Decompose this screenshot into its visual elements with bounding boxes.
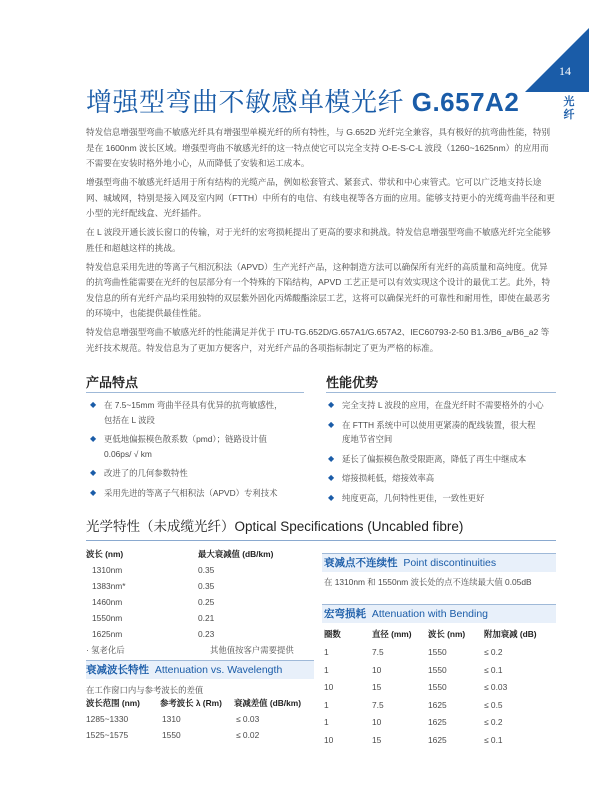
intro-paragraph: 增强型弯曲不敏感光纤适用于所有结构的光缆产品，例如松套管式、紧套式、带状和中心束管式。它可以广泛地支持长途网、城域网，特别是接入网及室内网（FTTH）中所有的电信、有线电视等各方面的应用。能够支持更小的光缆弯曲半径和更小型的光纤配线盒、光纤插件。 — [86, 177, 555, 218]
intro-text — [86, 125, 556, 360]
table-row: 1460nm 0.25 — [92, 597, 215, 607]
table-row: 1625nm 0.23 — [92, 629, 215, 639]
bending-table — [324, 626, 556, 749]
bending-heading: 宏弯损耗 Attenuation with Bending — [324, 608, 489, 620]
diamond-icon: ◆ — [328, 419, 335, 429]
features-divider — [86, 392, 304, 393]
diamond-icon: ◆ — [328, 473, 335, 482]
intro-paragraph: 特发信息增强型弯曲不敏感光纤的性能满足并优于 ITU-TG.652D/G.657A1/G.657A2、IEC60793-2-50 B1.3/B6_a/B6_a2 等光纤技术规范。特发信息为了更加方便客户，对光纤产品的各项指标制定了更为严格的标准。 — [86, 327, 550, 353]
optical-title: 光学特性（未成缆光纤）Optical Specifications (Uncabled fibre) — [86, 519, 464, 534]
table-row: 1310nm 0.35 — [92, 565, 215, 575]
table-row: 1 7.5 1550 ≤ 0.2 — [324, 647, 503, 657]
title-code: G.657A2 — [411, 87, 520, 117]
intro-paragraph: 特发信息增强型弯曲不敏感光纤具有增强型单模光纤的所有特性，与 G.652D 光纤完全兼容，具有极好的抗弯曲性能，特别是在 1600nm 波长区域。增强型弯曲不敏感光纤的这一特点使它可以完全支持 O-E-S-C-L 波段（1260~1625nm）的应用而不需要在安装时格外地小心，从而降低了安装和运工成本。 — [86, 127, 551, 168]
table-header: 波长范围 (nm) 参考波长 λ (Rm) 衰减差值 (dB/km) — [86, 698, 301, 708]
diamond-icon: ◆ — [328, 492, 335, 502]
advantages-list — [328, 398, 558, 505]
list-item: ◆ 改进了的几何参数特性 — [90, 466, 308, 481]
advantages-divider — [326, 392, 556, 393]
table-row: 1550nm 0.21 — [92, 613, 215, 623]
intro-paragraph: 特发信息采用先进的等离子气相沉积法（APVD）生产光纤产品，这种制造方法可以确保所有光纤的高质量和高纯度。优异的抗弯曲性能需要在光纤的包层部分有一个特殊的下陷结构，APVD 工艺正是可以有效实现这个设计的最优工艺。此外，特发信息的所有光纤产品均采用独特的双层紫外固化丙烯酸酯涂层工艺，这将可以确保光纤的可靠性和耐用性，即使在最恶劣的环境中，也能提供最佳性能。 — [86, 261, 551, 318]
table-row: 1525~1575 1550 ≤ 0.02 — [86, 730, 260, 740]
list-item: ◆ 延长了偏振模色散受限距离，降低了再生中继成本 — [328, 452, 558, 467]
list-item: ◆ 完全支持 L 波段的应用，在盘光纤时不需要格外的小心 — [328, 398, 558, 413]
table-header: 圈数 直径 (mm) 波长 (nm) 附加衰减 (dB) — [324, 629, 537, 639]
wavelength-heading: 衰减波长特性 Attenuation vs. Wavelength — [86, 664, 283, 676]
corner-tab — [525, 28, 589, 92]
intro-paragraph: 在 L 波段开通长波长窗口的传输，对于光纤的宏弯损耗提出了更高的要求和挑战。特发信息增强型弯曲不敏感光纤完全能够胜任和超越这样的挑战。 — [86, 227, 551, 253]
features-list — [90, 398, 308, 500]
list-item: ◆ 在 7.5~15mm 弯曲半径具有优异的抗弯敏感性， 包括在 L 波段 — [90, 400, 283, 425]
features-heading: 产品特点 — [86, 375, 139, 390]
list-item: ◆ 采用先进的等离子气相积法（APVD）专利技术 — [90, 486, 308, 501]
table-row: 10 15 1550 ≤ 0.03 — [324, 682, 508, 692]
table-row: · 氢老化后 其他值按客户需要提供 — [86, 645, 294, 655]
side-label: 光纤 — [563, 96, 575, 121]
title-cn: 增强型弯曲不敏感单模光纤 — [86, 87, 412, 117]
diamond-icon: ◆ — [90, 434, 97, 443]
page-title — [86, 82, 519, 119]
table-header: 波长 (nm) 最大衰减值 (dB/km) — [86, 549, 274, 559]
table-row: 1 10 1550 ≤ 0.1 — [324, 664, 503, 675]
table-row: 1 7.5 1625 ≤ 0.5 — [324, 699, 503, 710]
table-row: 10 15 1625 ≤ 0.1 — [324, 734, 503, 745]
list-item: ◆ 在 FTTH 系统中可以使用更紧凑的配线装置，很大程 度地节省空间 — [328, 419, 536, 444]
advantages-heading: 性能优势 — [326, 375, 379, 390]
discontinuity-heading: 衰减点不连续性 Point discontinuities — [324, 557, 497, 569]
diamond-icon: ◆ — [90, 487, 97, 497]
wavelength-note: 在工作窗口内与参考波长的差值 — [86, 685, 204, 695]
diamond-icon: ◆ — [328, 400, 335, 409]
page-number: 14 — [559, 64, 571, 78]
attenuation-table — [86, 546, 314, 658]
list-item: ◆ 熔接损耗低，熔接效率高 — [328, 471, 558, 486]
diamond-icon: ◆ — [90, 468, 97, 477]
table-row: 1 10 1625 ≤ 0.2 — [324, 717, 503, 727]
optical-divider — [86, 540, 556, 541]
wavelength-table — [86, 695, 314, 743]
list-item: ◆ 更低地偏振模色散系数（pmd）；链路设计值 0.06ps/ √ km — [90, 434, 267, 459]
diamond-icon: ◆ — [328, 453, 335, 463]
table-row: 1285~1330 1310 ≤ 0.03 — [86, 714, 260, 724]
table-row: 1383nm* 0.35 — [92, 581, 215, 591]
list-item: ◆ 纯度更高，几何特性更佳，一致性更好 — [328, 491, 558, 506]
diamond-icon: ◆ — [90, 400, 97, 409]
discontinuity-text: 在 1310nm 和 1550nm 波长处的点不连续最大值 0.05dB — [324, 577, 532, 587]
